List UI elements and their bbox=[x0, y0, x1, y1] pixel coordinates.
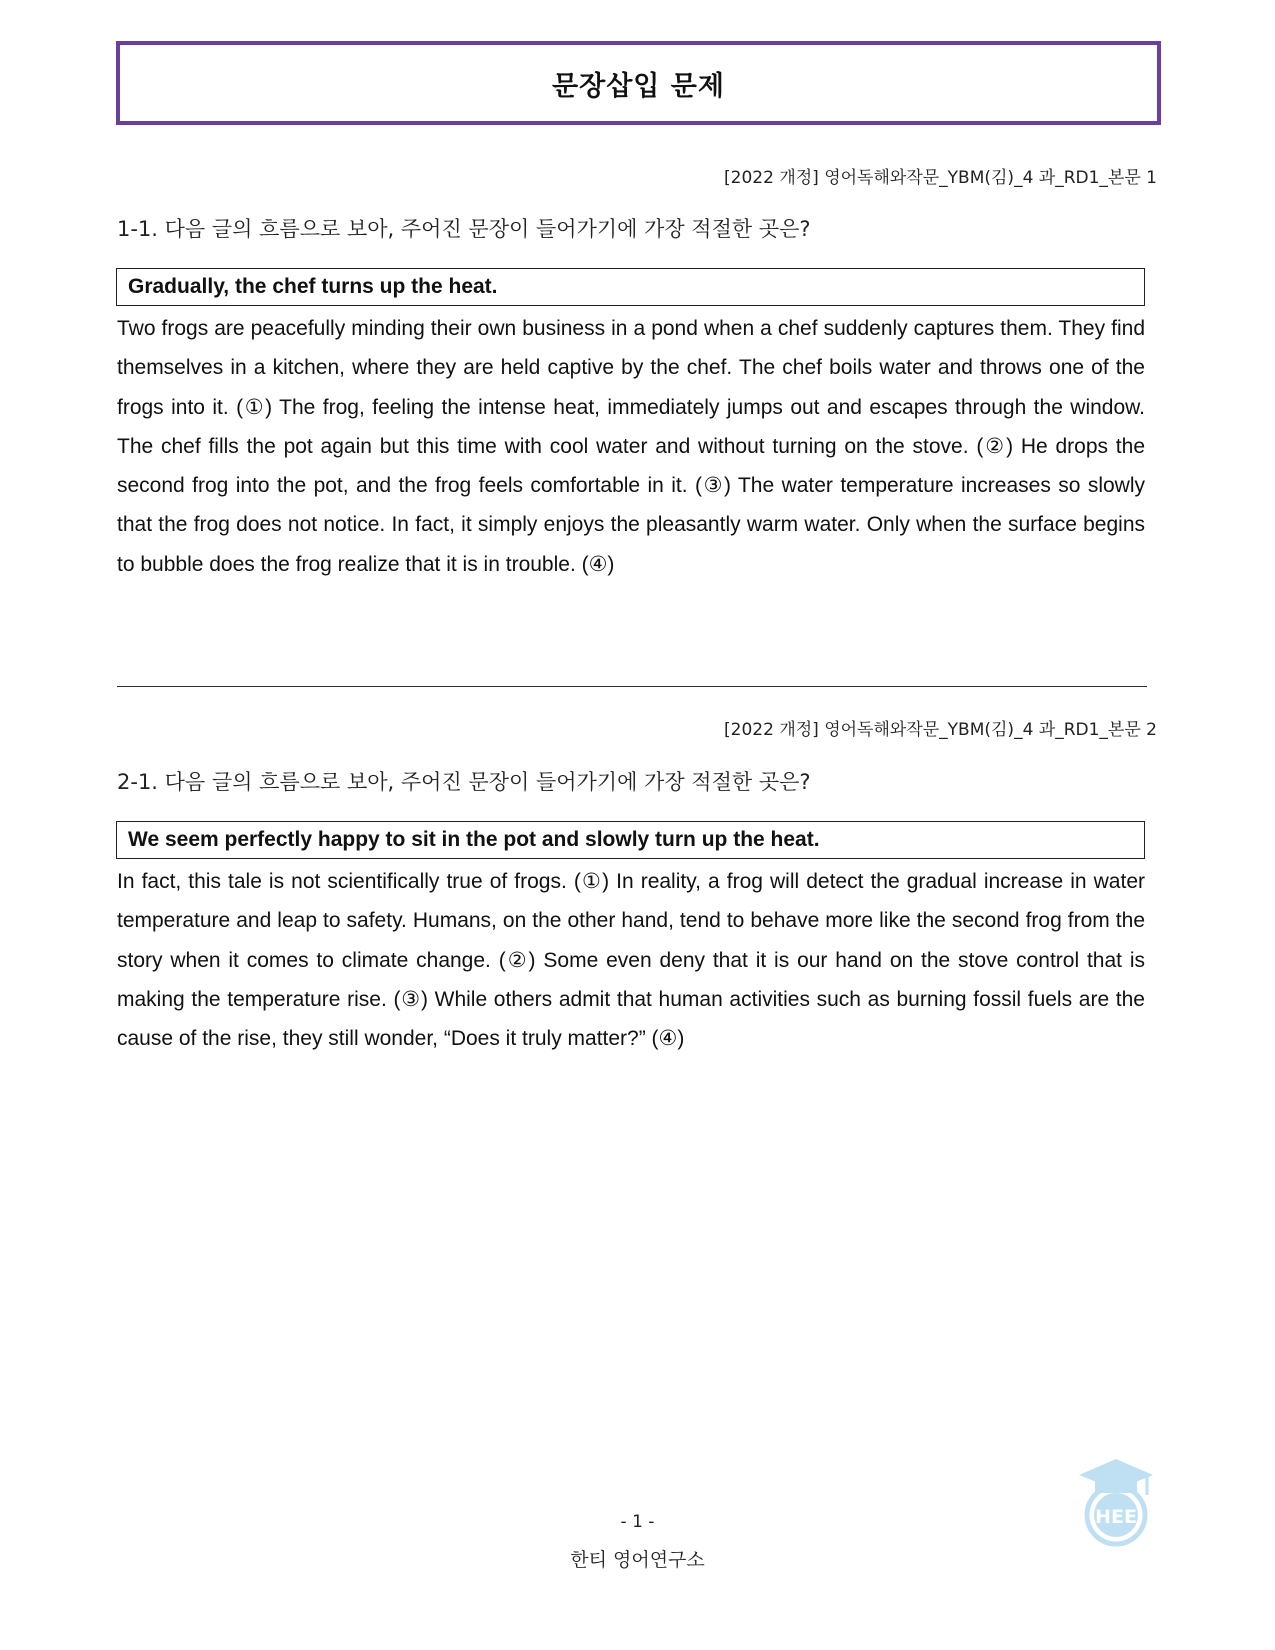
logo-text: HEE bbox=[1095, 1506, 1137, 1528]
page-number: - 1 - bbox=[620, 1512, 655, 1532]
page-title-box bbox=[116, 41, 1161, 125]
question-2-prompt: 2-1. 다음 글의 흐름으로 보아, 주어진 문장이 들어가기에 가장 적절한 곳은? bbox=[117, 770, 811, 794]
question-2-passage: In fact, this tale is not scientifically true of frogs. (①) In reality, a frog will detect the gradual increase in water temperature and leap to safety. Humans, on the other hand, tend to behave more like the second frog from the story when it comes to climate change. (②) Some even deny that it is our hand on the stove control that is making the temperature rise. (③) While others admit that human activities such as burning fossil fuels are the cause of the rise, they still wonder, “Does it truly matter?” (④) bbox=[117, 870, 1145, 1051]
question-1-passage: Two frogs are peacefully minding their own business in a pond when a chef suddenly captures them. They find themselves in a kitchen, where they are held captive by the chef. The chef boils water and throws one of the frogs into it. (①) The frog, feeling the intense heat, immediately jumps out and escapes through the window. The chef fills the pot again but this time with cool water and without turning on the stove. (②) He drops the second frog into the pot, and the frog feels comfortable in it. (③) The water temperature increases so slowly that the frog does not notice. In fact, it simply enjoys the pleasantly warm water. Only when the surface begins to bubble does the frog realize that it is in trouble. (④) bbox=[117, 317, 1145, 576]
footer-organization: 한티 영어연구소 bbox=[570, 1549, 705, 1571]
page-title: 문장삽입 문제 bbox=[552, 70, 725, 102]
question-1-prompt: 1-1. 다음 글의 흐름으로 보아, 주어진 문장이 들어가기에 가장 적절한 곳은? bbox=[117, 217, 811, 241]
section-divider bbox=[117, 686, 1147, 687]
question-2-given-sentence: We seem perfectly happy to sit in the pot and slowly turn up the heat. bbox=[116, 821, 1145, 859]
question-2-source: [2022 개정] 영어독해와작문_YBM(김)_4 과_RD1_본문 2 bbox=[724, 720, 1157, 740]
hee-logo bbox=[1075, 1455, 1157, 1547]
question-1-given-sentence: Gradually, the chef turns up the heat. bbox=[116, 268, 1145, 306]
question-1-source: [2022 개정] 영어독해와작문_YBM(김)_4 과_RD1_본문 1 bbox=[724, 168, 1157, 188]
